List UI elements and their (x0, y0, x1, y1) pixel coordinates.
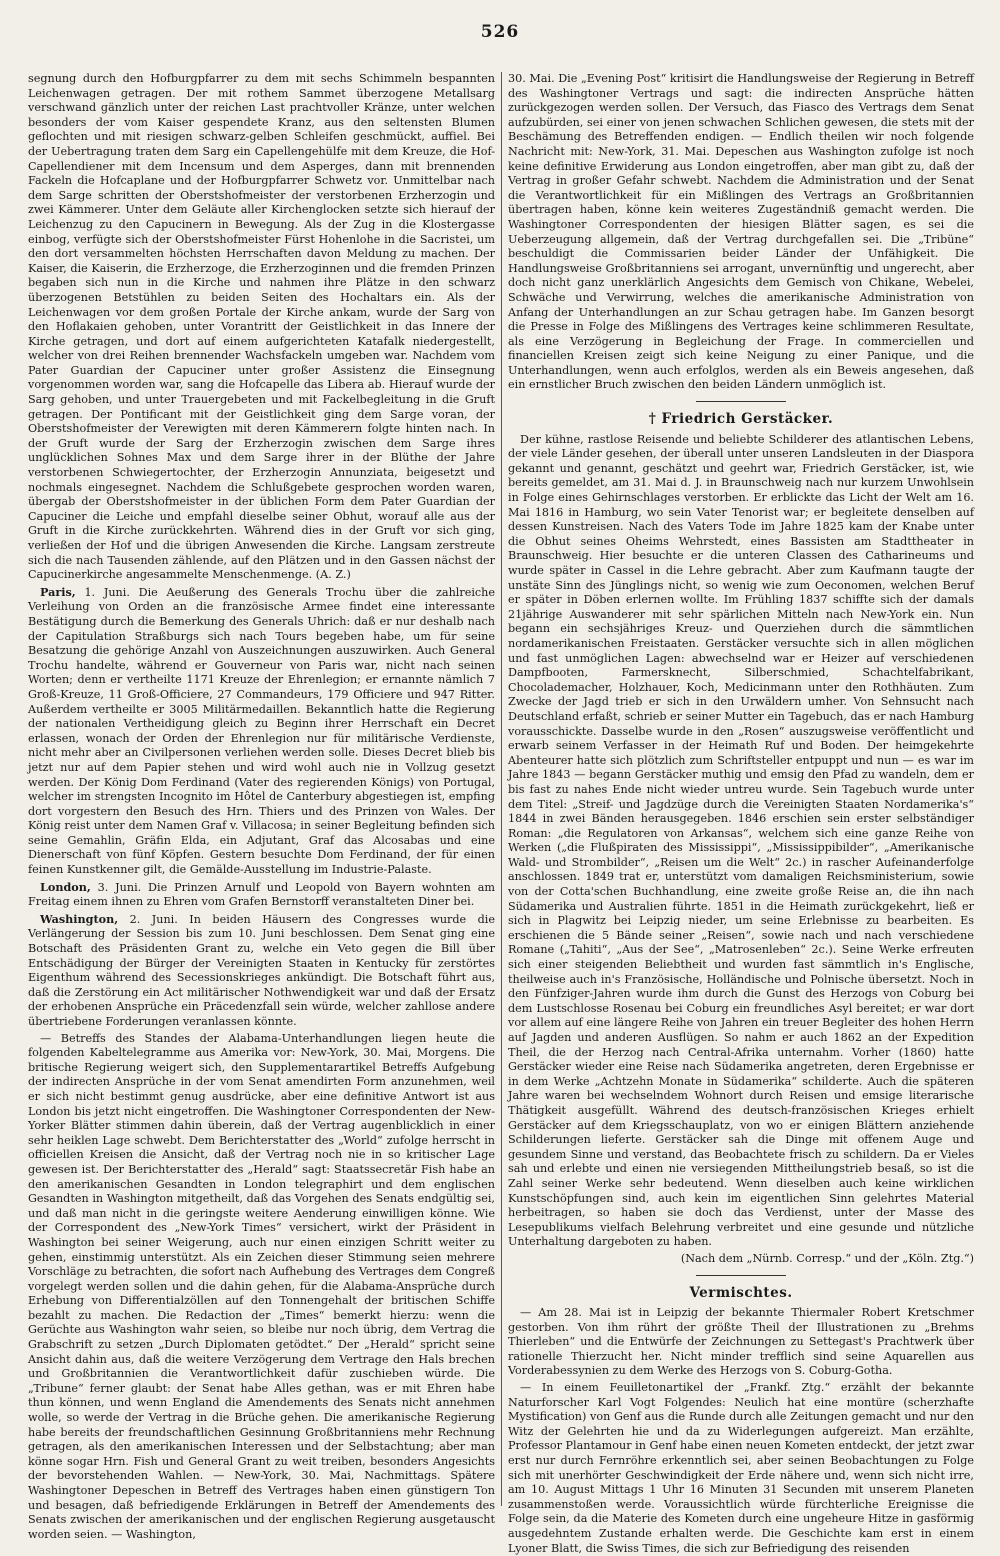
dateline-washington: Washington, (40, 911, 119, 926)
article-gerstaecker: Der kühne, rastlose Reisende und beliebte Schilderer des atlantischen Lebens, der viele Länder gesehen, der überall unter unseren Landsleuten in der Diaspora gekannt und genannt, geschätzt und geehrt war, Friedrich Gerstäcker, ist, wie bereits gemeldet, am 31. Mai d. J. in Braunschweig nach nur kurzem Unwohlsein in Folge eines Gehirnschlages verstorben. Er erblickte das Licht der Welt am 16. Mai 1816 in Hamburg, wo sein Vater Tenorist war; er begleitete denselben auf dessen Kunstreisen. Nach des Vaters Tode im Jahre 1825 kam der Knabe unter die Obhut seines Oheims Wehrstedt, eines Bassisten am Stadttheater in Braunschweig. Hier besuchte er die unteren Classen des Catharineums und wurde später in Cassel in die Lehre gebracht. Aber zum Kaufmann taugte der unstäte Sinn des Jünglings nicht, so wenig wie zum Oeconomen, welchen Beruf er später in Döben erlernen wollte. Im Frühling 1837 schiffte sich der damals 21jährige Auswanderer mit sehr spärlichen Mitteln nach New-York ein. Nun begann ein sechsjähriges Kreuz- und Querziehen durch die sämmtlichen nordamerikanischen Freistaaten. Gerstäcker versuchte sich in allen möglichen und fast unmöglichen Lagen: abwechselnd war er Heizer auf verschiedenen Dampfbooten, Farmersknecht, Silberschmied, Schachtelfabrikant, Chocolademacher, Holzhauer, Koch, Medicinmann unter den Rothhäuten. Zum Zwecke der Jagd trieb er sich in den Urwäldern umher. Von Sehnsucht nach Deutschland erfaßt, schrieb er seiner Mutter ein Tagebuch, das er nach Hamburg vorausschickte. Dasselbe wurde in den „Rosen“ auszugsweise veröffentlicht und erwarb seinem Verfasser in der Heimath Ruf und Boden. Der heimgekehrte Abenteurer hatte sich plötzlich zum Schriftsteller entpuppt und nun — es war im Jahre 1843 — begann Gerstäcker muthig und emsig den Pfad zu wandeln, dem er bis fast zu nahes Ende nicht wieder untreu wurde. Sein Tagebuch wurde unter dem Titel: „Streif- und Jagdzüge durch die Vereinigten Staaten Nordamerika's“ 1844 in zwei Bänden herausgegeben. 1846 erschien sein erster selbständiger Roman: „die Regulatoren von Arkansas“, welchem sich eine ganze Reihe von Werken („die Flußpiraten des Mississippi“, „Mississippibilder“, „Amerikanische Wald- und Strombilder“, „Reisen um die Welt“ 2c.) in rascher Aufeinanderfolge anschlossen. 1849 trat er, unterstützt vom damaligen Reichsministerium, sowie von der Cotta'schen Buchhandlung, eine zweite große Reise an, die ihn nach Südamerika und Australien führte. 1851 in die Heimath zurückgekehrt, ließ er sich in Plagwitz bei Leipzig nieder, um seine Erlebnisse zu bearbeiten. Es erschienen die 5 Bände seiner „Reisen“, sowie nach und nach verschiedene Romane („Tahiti“, „Aus der See“, „Matrosenleben“ 2c.). Seine Werke erfreuten sich einer steigenden Beliebtheit und wurden fast sämmtlich in's Englische, theilweise auch in's Französische, Holländische und Polnische übersetzt. Noch in den Fünfziger-Jahren wurde ihm durch die Gunst des Herzogs von Coburg bei dem Lustschlosse Rosenau bei Coburg ein freundliches Asyl bereitet; er war dort vor allem auf eine längere Reihe von Jahren ein treuer Begleiter des hohen Herrn auf Jagden und anderen Ausflügen. So nahm er auch 1862 an der Expedition Theil, die der Herzog nach Central-Afrika unternahm. Vorher (1860) hatte Gerstäcker wieder eine Reise nach Südamerika angetreten, deren Ergebnisse er in dem Werke „Achtzehn Monate in Südamerika“ schilderte. Auch die späteren Jahre waren bei wechselndem Wohnort durch Reisen und emsige literarische Thätigkeit ausgefüllt. Während des deutsch-französischen Krieges erhielt Gerstäcker auf dem Kriegsschauplatz, von wo er einigen Blättern anziehende Schilderungen lieferte. Gerstäcker sah die Dinge mit offenem Auge und gesundem Sinne und verstand, das Beobachtete frisch zu schildern. Da er Vieles sah und erlebte und einen nie versiegenden Mittheilungstrieb besaß, so ist die Zahl seiner Werke sehr bedeutend. Wenn dieselben auch keine wirklichen Kunstschöpfungen sind, auch kein im eigentlichen Sinn gelehrtes Material herbeitragen, so haben sie doch das Verdienst, unter der Masse des Lesepublikums vielfach Belehrung verbreitet und eine gesunde und nützliche Unterhaltung dargeboten zu haben. (508, 432, 974, 1249)
column-divider (501, 72, 502, 1506)
article-london (28, 880, 495, 910)
left-column (28, 72, 495, 1541)
vermischtes-item-kretschmer: — Am 28. Mai ist in Leipzig der bekannte Thiermaler Robert Kretschmer gestorben. Von ihm rührt der größte Theil der Illustrationen zu „Brehms Thierleben“ und die Entwürfe der Zeichnungen zu Settegast's Prachtwerk über rationelle Thierzucht her. Nicht minder trefflich sind seine Aquarellen aus Vorderabessynien zu dem Werke des Herzogs von S. Coburg-Gotha. (508, 1306, 974, 1378)
vermischtes-item-vogt: — In einem Feuilletonartikel der „Frankf. Ztg.“ erzählt der bekannte Naturforscher Karl Vogt Folgendes: Neulich hat eine montüre (scherzhafte Mystification) von Genf aus die Runde durch alle Zeitungen gemacht und nur den Witz der Gelehrten hie und da zu Widerlegungen aufgereizt. Man erzählte, Professor Plantamour in Genf habe einen neuen Kometen entdeckt, der jetzt zwar erst nur durch Fernröhre erkenntlich sei, aber seinen Beobachtungen zu Folge sich mit unerhörter Geschwindigkeit der Erde nähere und, wenn sich nicht irre, am 10. August Mittags 1 Uhr 16 Minuten 31 Secunden mit unserem Planeten zusammenstoßen werde. Voraussichtlich würde fürchterliche Ereignisse die Folge sein, da die Materie des Kometen durch eine ungeheure Hitze in gasförmig ausgedehntem Zustande erhalten werde. Die Geschichte kam erst in einem Lyoner Blatt, die Swiss Times, die sich zur Befriedigung des reisenden (508, 1381, 974, 1555)
article-evening-post: 30. Mai. Die „Evening Post“ kritisirt die Handlungsweise der Regierung in Betreff des Washingtoner Vertrags und sagt: die indirecten Ansprüche hätten zurückgezogen werden sollen. Der Versuch, das Fiasco des Vertrags dem Senat aufzubürden, sei einer von jenen schwachen Schlichen gewesen, die stets mit der Beschämung des Betreffenden endigen. — Endlich theilen wir noch folgende Nachricht mit: New-York, 31. Mai. Depeschen aus Washington zufolge ist noch keine definitive Erwiderung aus London eingetroffen, aber man gibt zu, daß der Vertrag in großer Gefahr schwebt. Nachdem die Administration und der Senat die Verantwortlichkeit für ein Mißlingen des Vertrags an Großbritannien übertragen haben, könne kein weiteres Zugeständniß gemacht werden. Die Washingtoner Correspondenten der hiesigen Blätter sagen, es sei die Ueberzeugung allgemein, daß der Vertrag durchgefallen sei. Die „Tribüne“ beschuldigt die Commissarien beider Länder der Unfähigkeit. Die Handlungsweise Großbritanniens sei arrogant, unvernünftig und ungerecht, aber doch nicht ganz unerklärlich Angesichts dem Gemisch von Chikane, Webelei, Schwäche und Verwirrung, welches die amerikanische Administration von Anfang der Unterhandlungen an zur Schau getragen habe. Im Ganzen besorgt die Presse in Folge des Mißlingens des Vertrages keine schlimmeren Resultate, als eine Verzögerung in Begleichung der Frage. In commerciellen und financiellen Kreisen zeigt sich keine Neigung zu einer Panique, und die Unterhandlungen, wenn auch erfolglos, werden als ein Beweis angesehen, daß ein ernstlicher Bruch zwischen den beiden Ländern unmöglich ist. (508, 72, 974, 392)
article-alabama: — Betreffs des Standes der Alabama-Unterhandlungen liegen heute die folgenden Kabeltelegramme aus Amerika vor: New-York, 30. Mai, Morgens. Die britische Regierung weigert sich, den Supplementarartikel Betreffs Aufgebung der indirecten Ansprüche in der vom Senat amendirten Form anzunehmen, weil er sich nicht bestimmt genug ausdrücke, aber eine definitive Antwort ist aus London bis jetzt nicht eingetroffen. Die Washingtoner Correspondenten der New-Yorker Blätter stimmen dahin überein, daß der Vertrag augenblicklich in einer sehr heiklen Lage schwebt. Dem Berichterstatter des „World“ zufolge herrscht in officiellen Kreisen die Ansicht, daß der Vertrag noch nie in so kritischer Lage gewesen ist. Der Berichterstatter des „Herald“ sagt: Staatssecretär Fish habe an den amerikanischen Gesandten in London telegraphirt und dem englischen Gesandten in Washington mitgetheilt, daß das Vorgehen des Senats endgültig sei, und daß man nicht in die geringste weitere Aenderung einwilligen könne. Wie der Correspondent des „New-York Times“ versichert, wirkt der Präsident in Washington bei seiner Weigerung, auch nur einen einzigen Schritt weiter zu gehen, einstimmig unterstützt. Als ein Zeichen dieser Stimmung seien mehrere Vorschläge zu betrachten, die sofort nach Aufhebung des Vertrages dem Congreß vorgelegt werden sollen und die dahin gehen, für die Alabama-Ansprüche durch Erhebung von Differentialzöllen auf den Tonnengehalt der britischen Schiffe bezahlt zu machen. Die Redaction der „Times“ bemerkt hierzu: wenn die Gerüchte aus Washington wahr seien, so bleibe nur noch übrig, dem Vertrag die Grabschrift zu setzen „Durch Diplomaten getödtet.“ Der „Herald“ spricht seine Ansicht dahin aus, daß die weitere Verzögerung dem Vertrage den Hals brechen und Großbritannien die Verantwortlichkeit dafür zuschieben würde. Die „Tribune“ ferner glaubt: der Senat habe Alles gethan, was er mit Ehren habe thun können, und wenn England die Amendements des Senats nicht annehmen wolle, so werde der Vertrag in die Brüche gehen. Die amerikanische Regierung habe bereits der freundschaftlichen Gesinnung Großbritanniens mehr Rechnung getragen, als den amerikanischen Interessen und der Selbstachtung; aber man könne sogar Hrn. Fish und General Grant zu weit treiben, besonders Angesichts der bevorstehenden Wahlen. — New-York, 30. Mai, Nachmittags. Spätere Washingtoner Depeschen in Betreff des Vertrages haben einen günstigern Ton und besagen, daß befriedigende Erklärungen in Betreff der Amendements des Senats zwischen der amerikanischen und der englischen Regierung ausgetauscht worden seien. — Washington, (28, 1031, 495, 1541)
dateline-paris: Paris, (40, 584, 76, 599)
gerstaecker-source: (Nach dem „Nürnb. Corresp.“ und der „Köln. Ztg.“) (680, 1251, 974, 1265)
article-washington (28, 912, 495, 1030)
article-paris-text: 1. Juni. Die Aeußerung des Generals Trochu über die zahlreiche Verleihung von Orden an die französische Armee findet eine interessante Bestätigung durch die Bemerkung des Generals Uhrich: daß er nur deshalb nach der Capitulation Straßburgs sich nach Tours begeben habe, um für seine Besatzung die gehörige Anzahl von Auszeichnungen auszuwirken. Auch General Trochu handelte, während er Gouverneur von Paris war, nicht nach seinen Worten; denn er vertheilte 1171 Kreuze der Ehrenlegion; er ernannte nämlich 7 Groß-Kreuze, 11 Groß-Officiere, 27 Commandeurs, 179 Officiere und 947 Ritter. Außerdem vertheilte er 3005 Militärmedaillen. Bekanntlich hatte die Regierung der nationalen Vertheidigung gleich zu Beginn ihrer Herrschaft ein Decret erlassen, wonach der Orden der Ehrenlegion nur für militärische Verdienste, nicht mehr aber an Civilpersonen verliehen werden solle. Dieses Decret blieb bis jetzt nur auf dem Papier stehen und wird wohl auch nie in Vollzug gesetzt werden. Der König Dom Ferdinand (Vater des regierenden Königs) von Portugal, welcher im strengsten Incognito im Hôtel de Canterbury abgestiegen ist, empfing dort vorgestern den Besuch des Hrn. Thiers und des Prinzen von Wales. Der König reist unter dem Namen Graf v. Villacosa; in seiner Begleitung befinden sich seine Gemahlin, Gräfin Elda, ein Adjutant, Graf das Alcosabas und eine Dienerschaft von fünf Köpfen. Gestern besuchte Dom Ferdinand, der für einen feinen Kunstkenner gilt, die Gemälde-Ausstellung im Industrie-Palaste. (28, 585, 495, 877)
section-rule (696, 401, 786, 402)
article-paris (28, 585, 495, 878)
heading-vermischtes: Vermischtes. (689, 1284, 793, 1301)
dateline-london: London, (40, 879, 91, 894)
article-washington-text: 2. Juni. In beiden Häusern des Congresses wurde die Verlängerung der Session bis zum 10. Juni beschlossen. Dem Senat ging eine Botschaft des Präsidenten Grant zu, welche ein Veto gegen die Bill über Entschädigung der Bürger der Vereinigten Staaten in Kentucky für zerstörtes Eigenthum während des Secessionskrieges ankündigt. Die Botschaft führt aus, daß die Zerstörung ein Act militärischer Nothwendigkeit war und daß der Ersatz der erhobenen Ansprüche ein Präcedenzfall sein würde, welcher zahllose andere übertriebene Forderungen veranlassen könnte. (28, 912, 495, 1028)
article-london-text: 3. Juni. Die Prinzen Arnulf und Leopold von Bayern wohnten am Freitag einem ihnen zu Ehren vom Grafen Bernstorff veranstalteten Diner bei. (28, 880, 495, 909)
right-column (508, 72, 974, 1555)
page-number: 526 (480, 22, 520, 42)
heading-gerstaecker: † Friedrich Gerstäcker. (648, 411, 834, 428)
section-rule-2 (696, 1275, 786, 1276)
article-funeral-text: segnung durch den Hofburgpfarrer zu dem mit sechs Schimmeln bespannten Leichenwagen getragen. Der mit rothem Sammet überzogene Metallsarg verschwand gänzlich unter der reichen Last prachtvoller Kränze, unter welchen besonders der vom Kaiser gespendete Kranz, aus den seltensten Blumen geflochten und mit riesigen schwarz-gelben Schleifen geschmückt, auffiel. Bei der Uebertragung traten dem Sarg ein Capellengehülfe mit dem Kreuze, die Hof-Capellendiener mit dem Incensum und dem Asperges, dann mit brennenden Fackeln die Hofcaplane und der Hofburgpfarrer Schwetz vor. Unmittelbar nach dem Sarge schritten der Oberstshofmeister der verstorbenen Erzherzogin und zwei Kämmerer. Unter dem Geläute aller Kirchenglocken setzte sich hierauf der Leichenzug zu den Capucinern in Bewegung. Als der Zug in die Klostergasse einbog, verfügte sich der Oberstshofmeister Fürst Hohenlohe in die Sacristei, um den dort versammelten höchsten Herrschaften davon Meldung zu machen. Der Kaiser, die Kaiserin, die Erzherzoge, die Erzherzoginnen und die fremden Prinzen begaben sich nun in die Kirche und nahmen ihre Plätze in den schwarz überzogenen Betstühlen zu beiden Seiten des Hochaltars ein. Als der Leichenwagen vor dem großen Portale der Kirche ankam, wurde der Sarg von den Hoflakaien gehoben, unter Vorantritt der Geistlichkeit in das Innere der Kirche getragen, und dort auf einem aufgerichteten Katafalk niedergestellt, welcher von drei Reihen brennender Wachsfackeln umgeben war. Nachdem vom Pater Guardian der Capuciner unter großer Assistenz die Einsegnung vorgenommen worden war, sang die Hofcapelle das Libera ab. Hierauf wurde der Sarg gehoben, und unter Trauergebeten und mit Fackelbegleitung in die Gruft getragen. Der Pontificant mit der Geistlichkeit ging dem Sarge voran, der Oberstshofmeister der Verewigten mit deren Kämmerern folgte hinten nach. In der Gruft wurde der Sarg der Erzherzogin zwischen dem Sarge ihres unglücklichen Sohnes Max und dem Sarge ihrer in der Blüthe der Jahre verstorbenen Schwiegertochter, der Erzherzogin Annunziata, beigesetzt und nochmals eingesegnet. Nachdem die Schlußgebete gesprochen worden waren, übergab der Oberstshofmeister in der üblichen Form dem Pater Guardian der Capuciner die Leiche und empfahl dieselbe seiner Obhut, worauf alle aus der Gruft in die Kirche zurückkehrten. Während dies in der Gruft vor sich ging, verließen der Hof und die übrigen Anwesenden die Kirche. Langsam zerstreute sich die nach Tausenden zählende, auf den Plätzen und in den Gassen nächst der Capucinerkirche angesammelte Menschenmenge. (A. Z.) (28, 72, 495, 582)
